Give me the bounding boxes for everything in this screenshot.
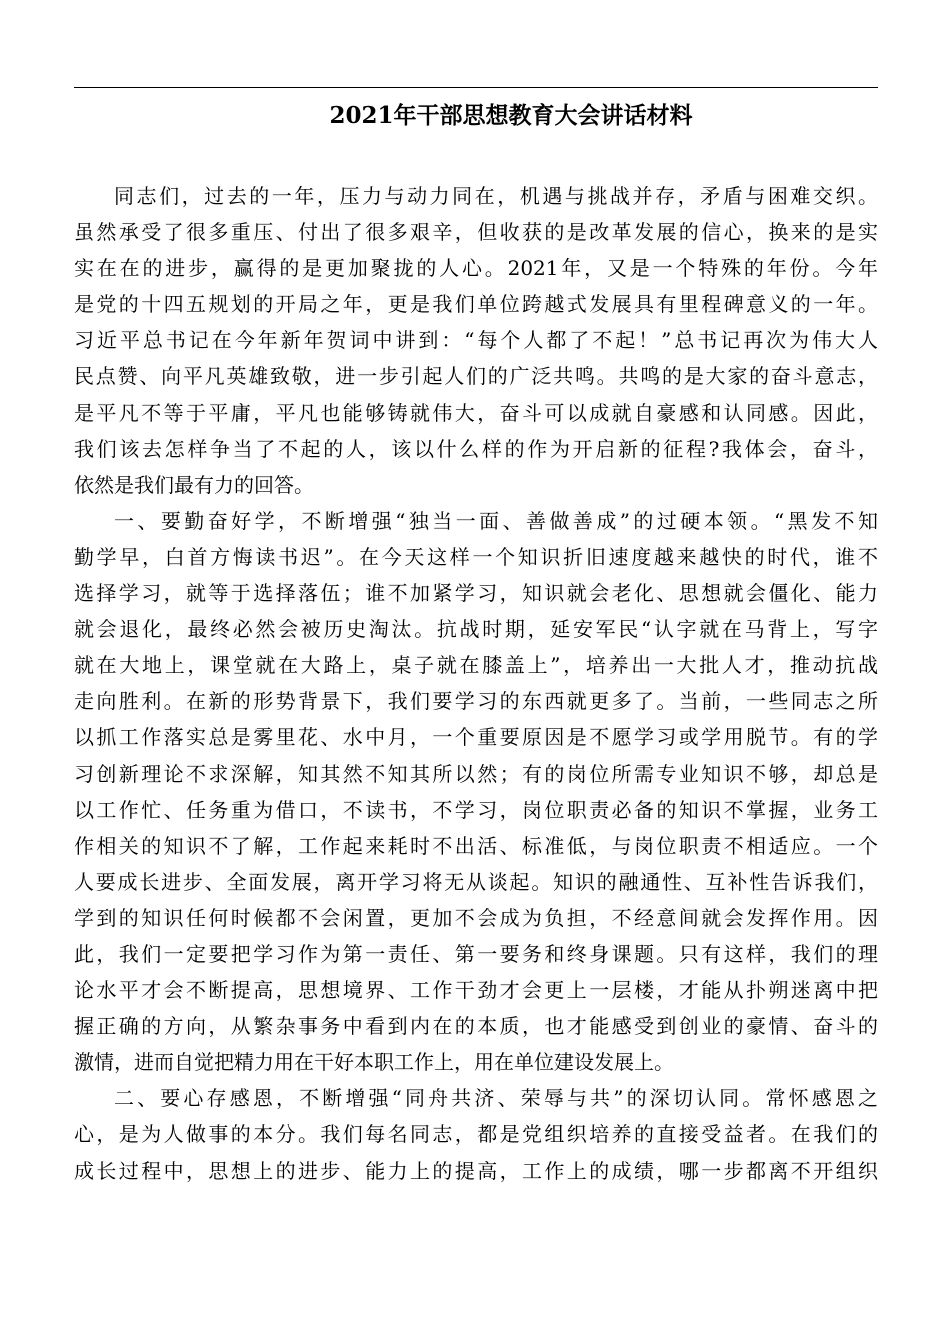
text-line: 民点赞、向平凡英雄致敬，进一步引起人们的广泛共鸣。共鸣的是大家的奋斗意志， (74, 364, 878, 389)
text-line: 虽然承受了很多重压、付出了很多艰辛，但收获的是改革发展的信心，换来的是实 (74, 220, 878, 245)
text-line: 激情，进而自觉把精力用在干好本职工作上，用在单位建设发展上。 (74, 1050, 674, 1075)
text-line: 作相关的知识不了解，工作起来耗时不出活、标准低，与岗位职责不相适应。一个 (74, 833, 878, 858)
text-line: 走向胜利。在新的形势背景下，我们要学习的东西就更多了。当前，一些同志之所 (74, 689, 878, 714)
header-rule (74, 87, 878, 88)
text-line: 勤学早，白首方悔读书迟”。在今天这样一个知识折旧速度越来越快的时代，谁不 (74, 544, 878, 569)
text-line: 以工作忙、任务重为借口，不读书，不学习，岗位职责必备的知识不掌握，业务工 (74, 797, 878, 822)
text-line: 成长过程中，思想上的进步、能力上的提高，工作上的成绩，哪一步都离不开组织 (74, 1158, 878, 1183)
document-title: 2021年干部思想教育大会讲话材料 (329, 102, 693, 129)
text-line: 依然是我们最有力的回答。 (74, 472, 314, 497)
document-body (74, 178, 878, 1189)
text-line: 我们该去怎样争当了不起的人，该以什么样的作为开启新的征程?我体会，奋斗， (74, 436, 878, 461)
paragraph (74, 1080, 878, 1188)
text-line: 选择学习，就等于选择落伍；谁不加紧学习，知识就会老化、思想就会僵化、能力 (74, 581, 878, 606)
text-line: 握正确的方向，从繁杂事务中看到内在的本质，也才能感受到创业的豪情、奋斗的 (74, 1014, 878, 1039)
text-line: 习近平总书记在今年新年贺词中讲到：“每个人都了不起！”总书记再次为伟大人 (74, 328, 878, 353)
text-line: 人要成长进步、全面发展，离开学习将无从谈起。知识的融通性、互补性告诉我们， (74, 869, 878, 894)
paragraph (74, 178, 878, 503)
text-line: 就在大地上，课堂就在大路上，桌子就在膝盖上”，培养出一大批人才，推动抗战 (74, 653, 878, 678)
text-line: 以抓工作落实总是雾里花、水中月，一个重要原因是不愿学习或学用脱节。有的学 (74, 725, 878, 750)
text-line: 实在在的进步，赢得的是更加聚拢的人心。2021年，又是一个特殊的年份。今年 (74, 256, 878, 281)
text-line: 二、要心存感恩，不断增强“同舟共济、荣辱与共”的深切认同。常怀感恩之 (114, 1086, 878, 1111)
text-line: 学到的知识任何时候都不会闲置，更加不会成为负担，不经意间就会发挥作用。因 (74, 905, 878, 930)
text-line: 是平凡不等于平庸，平凡也能够铸就伟大，奋斗可以成就自豪感和认同感。因此， (74, 400, 878, 425)
text-line: 同志们，过去的一年，压力与动力同在，机遇与挑战并存，矛盾与困难交织。 (114, 184, 878, 208)
text-line: 是党的十四五规划的开局之年，更是我们单位跨越式发展具有里程碑意义的一年。 (74, 292, 878, 317)
text-line: 论水平才会不断提高，思想境界、工作干劲才会更上一层楼，才能从扑朔迷离中把 (74, 978, 878, 1003)
text-line: 习创新理论不求深解，知其然不知其所以然；有的岗位所需专业知识不够，却总是 (74, 761, 878, 786)
paragraph (74, 503, 878, 1081)
text-line: 就会退化，最终必然会被历史淘汰。抗战时期，延安军民“认字就在马背上，写字 (74, 617, 878, 642)
text-line: 此，我们一定要把学习作为第一责任、第一要务和终身课题。只有这样，我们的理 (74, 941, 878, 966)
text-line: 一、要勤奋好学，不断增强“独当一面、善做善成”的过硬本领。“黑发不知 (114, 508, 878, 533)
text-line: 心，是为人做事的本分。我们每名同志，都是党组织培养的直接受益者。在我们的 (74, 1122, 878, 1147)
